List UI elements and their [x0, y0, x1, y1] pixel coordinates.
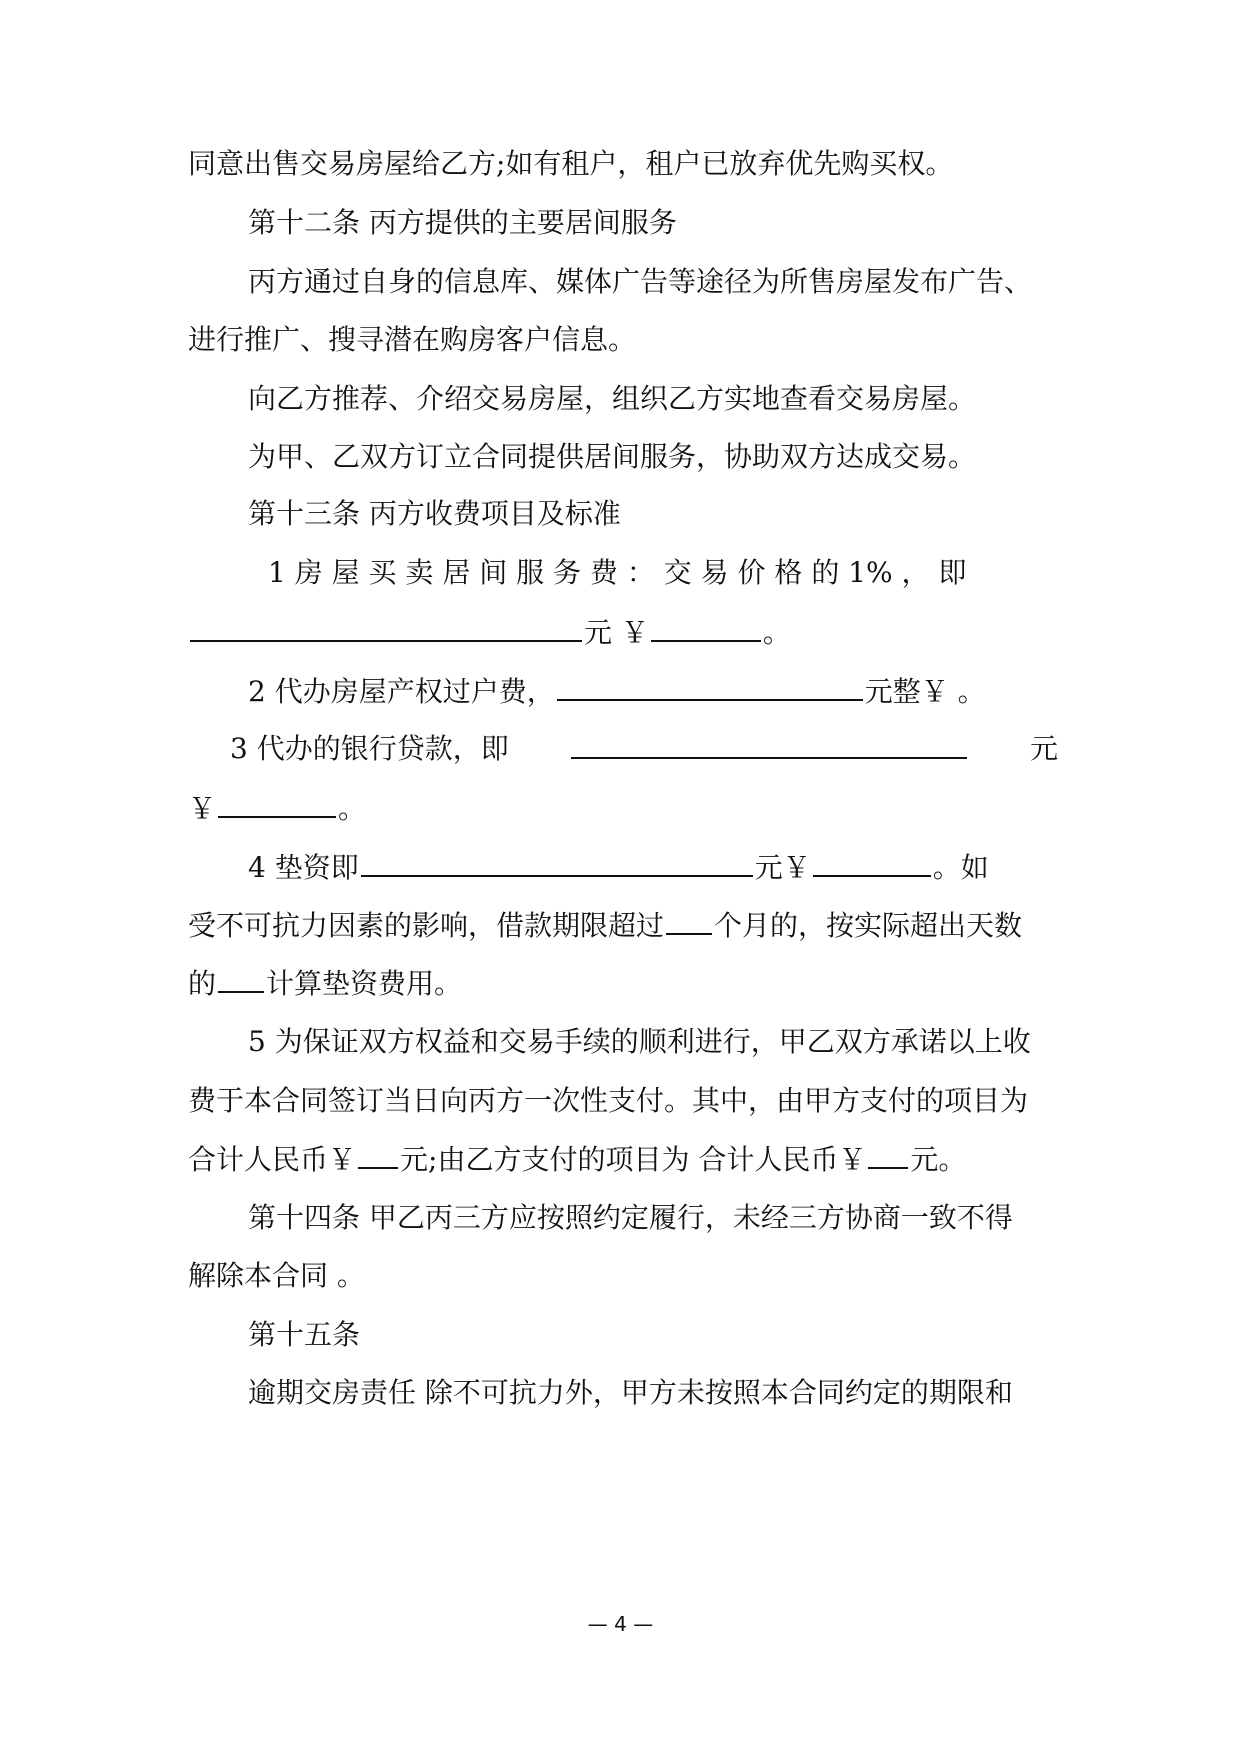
article-15-text: 逾期交房责任 除不可抗力外，甲方未按照本合同约定的期限和 [248, 1376, 1013, 1409]
paragraph-line: 同意出售交易房屋给乙方;如有租户，租户已放弃优先购买权。 [188, 147, 954, 180]
article-14-line-2: 解除本合同 。 [188, 1259, 365, 1292]
fee-item-5-end: 元。 [910, 1143, 967, 1176]
fee-item-1-text: 1 房 屋 买 卖 居 间 服 务 费 ： 交 易 价 格 的 1% ， 即 [268, 556, 967, 589]
blank-field[interactable] [571, 729, 967, 759]
blank-field[interactable] [361, 847, 753, 877]
fee-item-4-tail: 。如 [932, 851, 989, 884]
fee-item-4-end: 计算垫资费用。 [266, 967, 463, 1000]
fee-item-5-line-2: 费于本合同签订当日向丙方一次性支付。其中，由甲方支付的项目为 [188, 1084, 1029, 1117]
blank-field[interactable] [666, 905, 712, 935]
blank-field[interactable] [358, 1139, 398, 1169]
paragraph-line: 为甲、乙双方订立合同提供居间服务，协助双方达成交易。 [248, 440, 977, 473]
blank-field[interactable] [218, 788, 336, 818]
fee-item-4-line-2 [188, 905, 1058, 945]
paragraph-line: 丙方通过自身的信息库、媒体广告等途径为所售房屋发布广告、 [248, 265, 1033, 298]
fee-item-2-text: 2 代办房屋产权过户费， [248, 675, 555, 708]
fee-item-3-text: 3 代办的银行贷款，即 [230, 732, 509, 765]
fee-item-5-party-b-total: 元;由乙方支付的项目为 合计人民币￥ [400, 1143, 867, 1176]
currency-symbol: ￥ [188, 792, 217, 825]
fee-item-1-yuan: 元 ￥ [584, 616, 649, 649]
fee-item-4-unit: 元￥ [754, 851, 811, 884]
article-14: 第十四条 甲乙丙三方应按照约定履行，未经三方协商一致不得 [248, 1201, 1013, 1234]
fee-item-4-condition: 受不可抗力因素的影响，借款期限超过 [188, 909, 665, 942]
fee-item-1 [268, 553, 1058, 593]
article-15-title: 第十五条 [248, 1318, 361, 1351]
punctuation: 。 [338, 792, 367, 825]
fee-item-5-line-3 [188, 1139, 1058, 1179]
fee-item-2-unit: 元整￥ 。 [864, 675, 986, 708]
blank-field[interactable] [557, 671, 863, 701]
fee-item-3-unit: 元 [1029, 732, 1058, 765]
blank-field[interactable] [218, 963, 264, 993]
blank-field[interactable] [868, 1139, 908, 1169]
blank-field[interactable] [651, 612, 761, 642]
paragraph-line: 向乙方推荐、介绍交易房屋，组织乙方实地查看交易房屋。 [248, 382, 977, 415]
fee-item-1-continued [188, 612, 1058, 652]
article-13-title: 第十三条 丙方收费项目及标准 [248, 497, 621, 530]
fee-item-5-party-a-total: 合计人民币￥ [188, 1143, 357, 1176]
blank-field[interactable] [813, 847, 931, 877]
paragraph-line: 进行推广、搜寻潜在购房客户信息。 [188, 323, 637, 356]
fee-item-3 [230, 729, 1058, 769]
fee-item-4-condition-tail: 个月的，按实际超出天数 [714, 909, 1023, 942]
fee-item-2 [248, 671, 1058, 711]
fee-item-3-continued [188, 788, 1058, 828]
punctuation: 。 [762, 616, 791, 649]
fee-item-4-line-3 [188, 963, 1058, 1003]
page-number: — 4 — [587, 1612, 654, 1636]
article-12-title: 第十二条 丙方提供的主要居间服务 [248, 206, 677, 239]
blank-field[interactable] [190, 612, 582, 642]
fee-item-4-prefix: 的 [188, 967, 217, 1000]
fee-item-4-text: 4 垫资即 [248, 851, 359, 884]
fee-item-5: 5 为保证双方权益和交易手续的顺利进行，甲乙双方承诺以上收 [248, 1025, 1031, 1058]
fee-item-4 [248, 847, 1058, 887]
